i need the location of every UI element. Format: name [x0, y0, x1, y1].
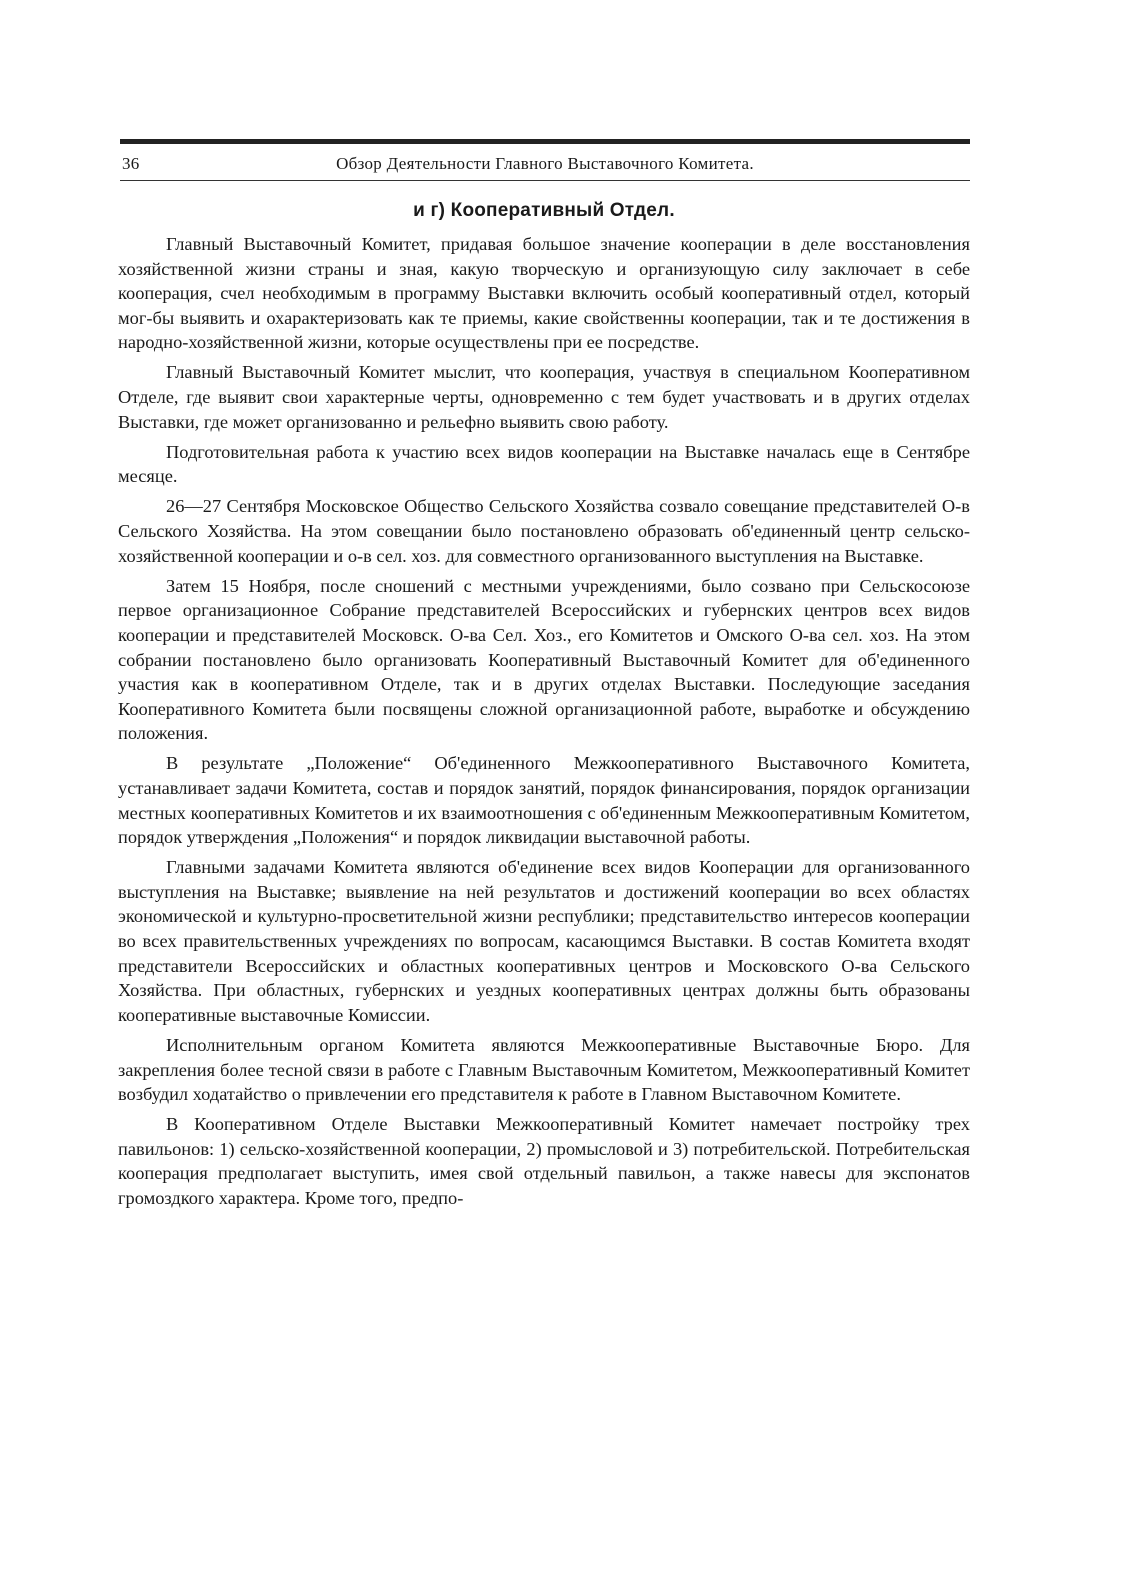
paragraph: Главный Выставочный Комитет, придавая большое значение кооперации в деле восстановления хозяйственной жизни страны и зная, какую творческую и организующую силу заключает в себе кооперация, счел необходимым в программу Выставки включить особый кооперативный отдел, который мог-бы выявить и охарактеризовать как те приемы, какие свойственны кооперации, так и те достижения в народно-хозяйственной жизни, которые осуществлены при ее посредстве. — [118, 234, 970, 353]
header-rule-thick — [120, 139, 970, 144]
paragraph: Подготовительная работа к участию всех видов кооперации на Выставке началась еще в Сентябре месяце. — [118, 441, 970, 487]
paragraph: Главными задачами Комитета являются об'единение всех видов Кооперации для организованного выступления на Выставке; выявление на ней результатов и достижений кооперации во всех областях экономической и культурно-просветительной жизни республики; представительство интересов кооперации во всех правительственных учреждениях по вопросам, касающимся Выставки. В состав Комитета входят представители Всероссийских и областных кооперативных центров и Московского О-ва Сельского Хозяйства. При областных, губернских и уездных кооперативных центрах должны быть образованы кооперативные выставочные Комиссии. — [118, 857, 970, 1025]
running-title: Обзор Деятельности Главного Выставочного Комитета. — [336, 154, 754, 173]
page-body — [118, 200, 970, 1216]
section-title: и г) Кооперативный Отдел. — [413, 200, 675, 221]
paragraph: Затем 15 Ноября, после сношений с местными учреждениями, было созвано при Сельскосоюзе первое организационное Собрание представителей Всероссийских и губернских центров всех видов кооперации и представителей Московск. О-ва Сел. Хоз., его Комитетов и Омского О-ва сел. хоз. На этом собрании постановлено было организовать Кооперативный Выставочный Комитет для об'единенного участия как в кооперативном Отделе, так и в других отделах Выставки. Последующие заседания Кооперативного Комитета были посвящены сложной организационной работе, выработке и обсуждению положения. — [118, 575, 970, 744]
page-number: 36 — [122, 154, 140, 173]
paragraph: Исполнительным органом Комитета являются Межкооперативные Выставочные Бюро. Для закрепления более тесной связи в работе с Главным Выставочным Комитетом, Межкооперативный Комитет возбудил ходатайство о привлечении его представителя к работе в Главном Выставочном Комитете. — [118, 1034, 970, 1105]
paragraph: В результате „Положение“ Об'единенного Межкооперативного Выставочного Комитета, устанавливает задачи Комитета, состав и порядок занятий, порядок финансирования, порядок организации местных кооперативных Комитетов и их взаимоотношения с об'единенным Межкооперативным Комитетом, порядок утверждения „Положения“ и порядок ликвидации выставочной работы. — [118, 753, 970, 848]
paragraph: В Кооперативном Отделе Выставки Межкооперативный Комитет намечает постройку трех павильонов: 1) сельско-хозяйственной кооперации, 2) промысловой и 3) потребительской. Потребительская кооперация предполагает выступить, имея свой отдельный павильон, а также навесы для экспонатов громоздкого характера. Кроме того, предпо- — [118, 1114, 970, 1208]
running-header — [120, 150, 970, 178]
header-rule-thin — [120, 180, 970, 181]
paragraph: Главный Выставочный Комитет мыслит, что кооперация, участвуя в специальном Кооперативном Отделе, где выявит свои характерные черты, одновременно с тем будет участвовать и в других отделах Выставки, где может организованно и рельефно выявить свою работу. — [118, 362, 970, 432]
paragraph: 26—27 Сентября Московское Общество Сельского Хозяйства созвало совещание представителей О-в Сельского Хозяйства. На этом совещании было постановлено образовать об'единенный центр сельско-хозяйственной кооперации и о-в сел. хоз. для совместного организованного выступления на Выставке. — [118, 496, 970, 566]
